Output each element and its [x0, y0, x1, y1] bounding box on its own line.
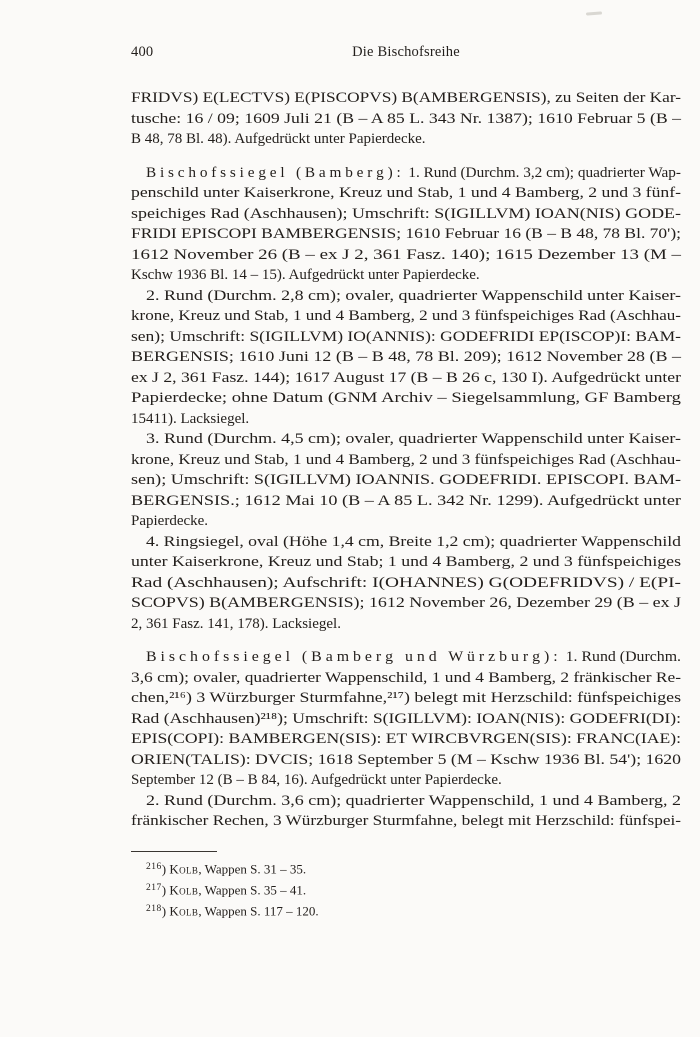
text-line-content: sen); Umschrift: S(IGILLVM) IOANNIS. GODEFRIDI. EPISCOPI. BAM-: [131, 472, 681, 488]
text-line-content: ex J 2, 361 Fasz. 144); 1617 August 17 (B – B 26 c, 130 I). Aufgedrückt unter: [131, 369, 681, 386]
text-line-content: 2, 361 Fasz. 141, 178). Lacksiegel.: [131, 615, 341, 632]
text-line-content: 2. Rund (Durchm. 3,6 cm); quadrierter Wappenschild, 1 und 4 Bamberg, 2: [146, 792, 681, 809]
text-line-content: Rad (Aschhausen)²¹⁸); Umschrift: S(IGILLVM): IOAN(NIS): GODEFRI(DI):: [131, 710, 681, 727]
text-line: [131, 163, 681, 184]
paragraph-bischofssiegel-bamberg-1: [131, 163, 681, 286]
text-line-content: Papierdecke; ohne Datum (GNM Archiv – Siegelsammlung, GF Bamberg: [131, 390, 681, 406]
page-header: [131, 44, 681, 61]
text-line: [131, 750, 681, 771]
scan-artifact: [586, 11, 602, 15]
footnote-ref-paren: ): [161, 861, 170, 877]
text-line: [131, 450, 681, 471]
paragraph-continuation: [131, 88, 681, 150]
text-line-content: fränkischer Rechen, 3 Würzburger Sturmfahne, belegt mit Herzschild: fünfspei-: [131, 813, 681, 829]
text-line: [131, 573, 681, 594]
text-line: [131, 306, 681, 327]
text-body: [131, 88, 681, 832]
text-line-content: krone, Kreuz und Stab, 1 und 4 Bamberg, 2 und 3 fünfspeichiges Rad (Aschhau-: [131, 308, 681, 324]
text-line: [131, 129, 681, 150]
text-line: [131, 470, 681, 491]
running-title: Die Bischofsreihe: [352, 44, 460, 60]
text-line: [131, 668, 681, 689]
footnote-ref-number: 218: [146, 903, 162, 914]
text-line-content: B 48, 78 Bl. 48). Aufgedrückt unter Papierdecke.: [131, 131, 426, 147]
text-line-content: 2. Rund (Durchm. 2,8 cm); ovaler, quadrierter Wappenschild unter Kaiser-: [146, 287, 681, 304]
text-line: [131, 811, 681, 832]
footnote-text: , Wappen S. 35 – 41.: [198, 882, 307, 898]
text-line: [131, 709, 681, 730]
text-line: [131, 688, 681, 709]
text-line: [131, 286, 681, 307]
text-line-content: B i s c h o f s s i e g e l ( B a m b e r g ) : 1. Rund (Durchm. 3,2 cm); quadrierter Wap-: [146, 164, 681, 181]
text-line-content: Kschw 1936 Bl. 14 – 15). Aufgedrückt unter Papierdecke.: [131, 267, 480, 283]
page-number: 400: [131, 44, 154, 60]
text-line: [131, 593, 681, 614]
text-line: [131, 511, 681, 532]
text-line-content: unter Kaiserkrone, Kreuz und Stab; 1 und 4 Bamberg, 2 und 3 fünfspeichiges: [131, 554, 681, 570]
footnote-rule: [131, 851, 217, 852]
text-line: [131, 532, 681, 553]
text-line-content: 15411). Lacksiegel.: [131, 410, 250, 427]
text-line-content: B i s c h o f s s i e g e l ( B a m b e r g u n d W ü r z b u r g ) : 1. Rund (Durchm.: [146, 649, 681, 665]
text-line: [131, 388, 681, 409]
text-line-content: September 12 (B – B 84, 16). Aufgedrückt unter Papierdecke.: [131, 772, 502, 788]
text-line-content: 3,6 cm); ovaler, quadrierter Wappenschild, 1 und 4 Bamberg, 2 fränkischer Re-: [131, 669, 681, 686]
paragraph-bischofssiegel-bamberg-3: [131, 429, 681, 532]
text-line: [131, 265, 681, 286]
text-line: [131, 770, 681, 791]
text-line: [131, 204, 681, 225]
paragraph-bischofssiegel-bamberg-2: [131, 286, 681, 430]
text-line-content: ORIEN(TALIS): DVCIS; 1618 September 5 (M – Kschw 1936 Bl. 54'); 1620: [131, 751, 681, 768]
footnote-text: , Wappen S. 117 – 120.: [198, 903, 319, 919]
footnote-text: , Wappen S. 31 – 35.: [198, 861, 307, 877]
text-line: [131, 409, 681, 430]
footnote-ref-paren: ): [161, 903, 170, 919]
footnote-ref-paren: ): [161, 882, 170, 898]
text-line: [131, 245, 681, 266]
text-line-content: EPIS(COPI): BAMBERGEN(SIS): ET WIRCBVRGEN(SIS): FRANC(IAE):: [131, 731, 681, 747]
text-line-content: SCOPVS) B(AMBERGENSIS); 1612 November 26, Dezember 29 (B – ex J: [131, 595, 681, 611]
footnote-item: [131, 858, 681, 879]
text-line-content: krone, Kreuz und Stab, 1 und 4 Bamberg, 2 und 3 fünfspeichiges Rad (Aschhau-: [131, 451, 681, 468]
footnote-author: Kolb: [169, 903, 199, 919]
footnote-ref-number: 217: [146, 882, 162, 893]
footnote-author: Kolb: [169, 882, 199, 898]
paragraph-bischofssiegel-bamberg-4: [131, 532, 681, 635]
text-line: [131, 224, 681, 245]
text-line: [131, 183, 681, 204]
footnote-item: [131, 879, 681, 900]
text-line-content: Papierdecke.: [131, 513, 209, 529]
text-line: [131, 791, 681, 812]
text-line-content: BERGENSIS; 1610 Juni 12 (B – B 48, 78 Bl. 209); 1612 November 28 (B –: [131, 349, 681, 365]
text-line-content: Rad (Aschhausen); Aufschrift: I(OHANNES) G(ODEFRIDVS) / E(PI-: [131, 574, 681, 591]
footnote-ref-number: 216: [146, 862, 162, 872]
text-line: [131, 729, 681, 750]
text-line-content: FRIDI EPISCOPI BAMBERGENSIS; 1610 Februar 16 (B – B 48, 78 Bl. 70');: [131, 226, 681, 242]
text-line-content: chen,²¹⁶) 3 Würzburger Sturmfahne,²¹⁷) belegt mit Herzschild: fünfspeichiges: [131, 690, 681, 706]
text-line-content: 4. Ringsiegel, oval (Höhe 1,4 cm, Breite 1,2 cm); quadrierter Wappenschild: [146, 533, 681, 550]
paragraph-bischofssiegel-bamberg-wuerzburg-1: [131, 647, 681, 791]
text-line: [131, 368, 681, 389]
text-line-content: FRIDVS) E(LECTVS) E(PISCOPVS) B(AMBERGENSIS), zu Seiten der Kar-: [131, 90, 681, 106]
text-line: [131, 347, 681, 368]
text-line: [131, 327, 681, 348]
text-line: [131, 491, 681, 512]
text-line-content: 1612 November 26 (B – ex J 2, 361 Fasz. 140); 1615 Dezember 13 (M –: [131, 246, 681, 263]
text-line: [131, 647, 681, 668]
text-line: [131, 109, 681, 130]
footnotes-section: [131, 851, 681, 920]
text-line: [131, 429, 681, 450]
text-line-content: sen); Umschrift: S(IGILLVM) IO(ANNIS): GODEFRIDI EP(ISCOP)I: BAM-: [131, 328, 681, 345]
text-line-content: BERGENSIS.; 1612 Mai 10 (B – A 85 L. 342 Nr. 1299). Aufgedrückt unter: [131, 492, 681, 509]
text-line-content: 3. Rund (Durchm. 4,5 cm); ovaler, quadrierter Wappenschild unter Kaiser-: [146, 431, 681, 447]
text-line: [131, 88, 681, 109]
text-line: [131, 552, 681, 573]
text-line-content: penschild unter Kaiserkrone, Kreuz und Stab, 1 und 4 Bamberg, 2 und 3 fünf-: [131, 185, 681, 201]
footnote-author: Kolb: [169, 861, 199, 877]
paragraph-bischofssiegel-bamberg-wuerzburg-2: [131, 791, 681, 832]
text-line: [131, 614, 681, 635]
footnote-item: [131, 900, 681, 921]
text-line-content: tusche: 16 / 09; 1609 Juli 21 (B – A 85 L. 343 Nr. 1387); 1610 Februar 5 (B –: [131, 110, 681, 127]
text-line-content: speichiges Rad (Aschhausen); Umschrift: S(IGILLVM) IOAN(NIS) GODE-: [131, 205, 681, 222]
